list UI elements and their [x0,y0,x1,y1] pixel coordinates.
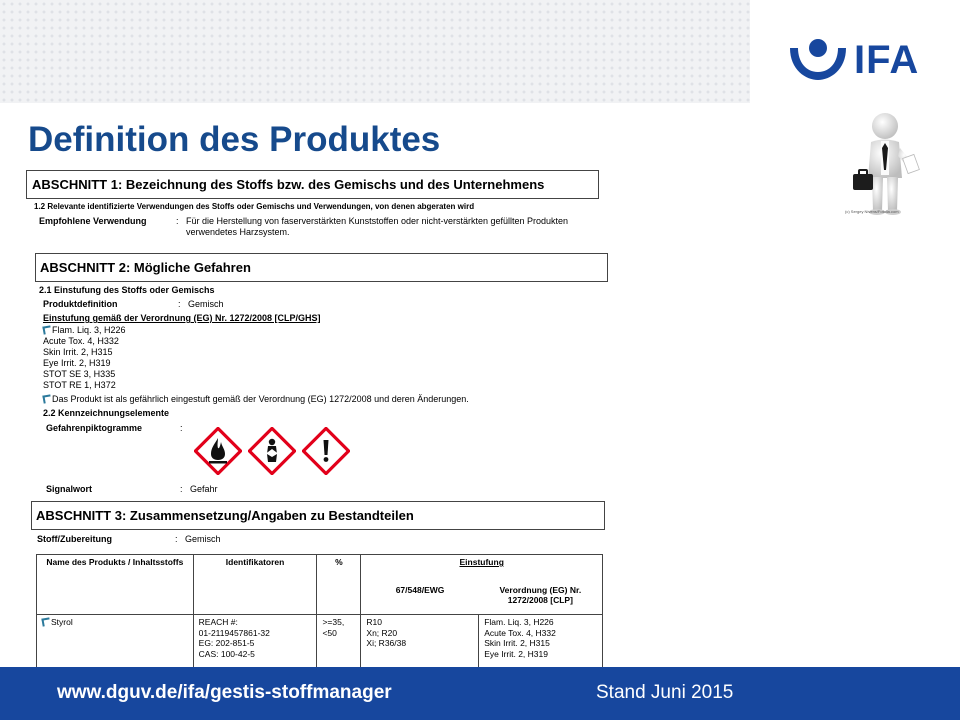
stoff-zubereitung-label: Stoff/Zubereitung [37,534,112,544]
section3-title: ABSCHNITT 3: Zusammensetzung/Angaben zu Bestandteilen [36,508,414,523]
section2-title: ABSCHNITT 2: Mögliche Gefahren [40,260,251,275]
ifa-logo-text: IFA [854,38,920,82]
stoff-zubereitung-colon: : [175,534,178,544]
stoff-zubereitung-value: Gemisch [185,534,221,544]
ghs-health-hazard-icon [248,427,296,475]
table-cell-clp: Flam. Liq. 3, H226 Acute Tox. 4, H332 Skin Irrit. 2, H315 Eye Irrit. 2, H319 [479,615,603,668]
empfohlene-verwendung-value-2: verwendetes Harzsystem. [186,227,290,237]
section1-subheading: 1.2 Relevante identifizierte Verwendungen des Stoffs oder Gemischs und Verwendungen, von denen abgeraten wird [34,202,475,211]
produktdefinition-value: Gemisch [188,299,224,309]
gefahrenpiktogramme-colon: : [180,423,183,433]
empfohlene-verwendung-value-1: Für die Herstellung von faserverstärkten Kunststoffen oder nicht-verstärkten gefüllten Produkten [186,216,569,226]
checkmark-icon [42,325,51,334]
signalwort-value: Gefahr [190,484,218,494]
table-cell-ewg: R10 Xn; R20 Xi; R36/38 [361,615,479,668]
table-header-einstufung: Einstufung [361,555,603,577]
section2-subheading-2: 2.2 Kennzeichnungselemente [43,408,170,418]
checkmark-icon [41,617,50,626]
hazard-line: STOT SE 3, H335 [43,369,116,379]
signalwort-colon: : [180,484,183,494]
hazard-line: Eye Irrit. 2, H319 [43,358,111,368]
table-header-identifikatoren: Identifikatoren [193,555,317,615]
footer-url-link[interactable]: www.dguv.de/ifa/gestis-stoffmanager [57,682,392,703]
section1-title: ABSCHNITT 1: Bezeichnung des Stoffs bzw. des Gemischs und des Unternehmens [32,177,545,192]
section2-subheading-1: 2.1 Einstufung des Stoffs oder Gemischs [39,285,215,295]
table-header-percent: % [317,555,361,615]
empfohlene-verwendung-label: Empfohlene Verwendung [39,216,147,226]
signalwort-label: Signalwort [46,484,93,494]
figure-copyright: (c) Sergey Nivens/Fotolia.com [845,209,899,214]
hazard-line: Acute Tox. 4, H332 [43,336,119,346]
footer-date: Stand Juni 2015 [596,682,734,703]
table-header-name: Name des Produkts / Inhaltsstoffs [37,555,194,615]
produktdefinition-label: Produktdefinition [43,299,118,309]
table-cell-name: Styrol [37,615,194,668]
hazard-line: STOT RE 1, H372 [43,380,116,390]
table-header-ewg: 67/548/EWG [361,577,479,615]
table-header-clp: Verordnung (EG) Nr. 1272/2008 [CLP] [479,577,603,615]
table-row [37,615,603,668]
ghs-exclamation-icon [302,427,350,475]
produktdefinition-colon: : [178,299,181,309]
table-cell-identifikatoren: REACH #: 01-2119457861-32 EG: 202-851-5 CAS: 100-42-5 [193,615,317,668]
hazard-line: Skin Irrit. 2, H315 [43,347,113,357]
table-cell-percent: >=35, <50 [317,615,361,668]
ghs-flame-icon [194,427,242,475]
page-title: Definition des Produktes [28,120,441,159]
businessman-figure [845,108,925,218]
document-area [0,165,640,667]
table-header-row [37,555,603,577]
composition-table [36,554,603,667]
einstufung-heading: Einstufung gemäß der Verordnung (EG) Nr. 1272/2008 [CLP/GHS] [43,313,321,323]
checkmark-icon [42,394,51,403]
classification-note: Das Produkt ist als gefährlich eingestuft gemäß der Verordnung (EG) 1272/2008 und deren Änderungen. [43,394,469,405]
hazard-line: Flam. Liq. 3, H226 [43,325,126,336]
empfohlene-verwendung-colon: : [176,216,179,226]
gefahrenpiktogramme-label: Gefahrenpiktogramme [46,423,143,433]
